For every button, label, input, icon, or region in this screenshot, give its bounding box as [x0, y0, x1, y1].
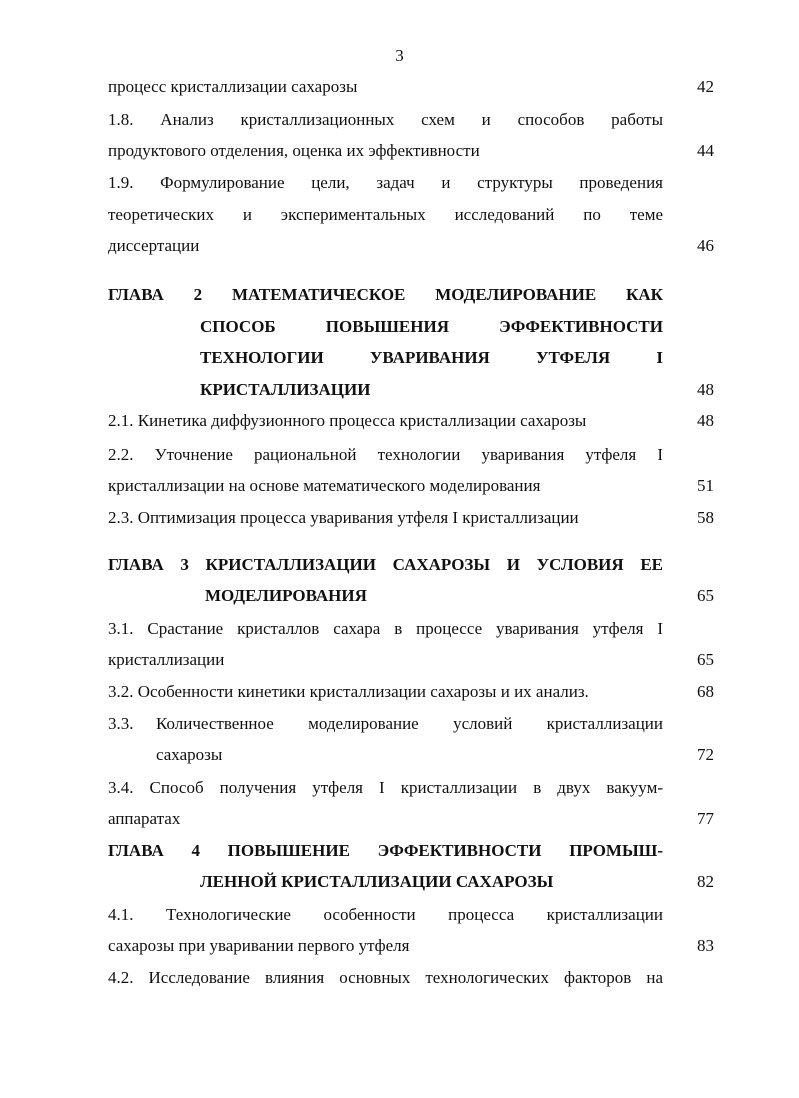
toc-entry-text: аппаратах — [108, 809, 181, 828]
toc-page-number: 51 — [697, 476, 714, 495]
chapter-2-heading: СПОСОБ ПОВЫШЕНИЯ ЭФФЕКТИВНОСТИ — [200, 317, 663, 336]
toc-entry-text: теоретических и экспериментальных исследований по теме — [108, 205, 663, 224]
toc-entry-text: кристаллизации — [108, 650, 225, 669]
chapter-2-heading: ГЛАВА 2 МАТЕМАТИЧЕСКОЕ МОДЕЛИРОВАНИЕ КАК — [108, 285, 663, 304]
toc-page-number: 83 — [697, 936, 714, 955]
toc-entry-1-9: 1.9. Формулирование цели, задач и структуры проведения — [108, 173, 663, 192]
chapter-2-heading: КРИСТАЛЛИЗАЦИИ — [200, 380, 371, 399]
toc-page-number: 42 — [697, 77, 714, 96]
toc-page-number: 65 — [697, 586, 714, 605]
toc-page-number: 58 — [697, 508, 714, 527]
toc-page-number: 44 — [697, 141, 714, 160]
toc-entry-1-8: 1.8. Анализ кристаллизационных схем и способов работы — [108, 110, 663, 129]
toc-entry-text: кристаллизации на основе математического моделирования — [108, 476, 541, 495]
toc-entry-2-2: 2.2. Уточнение рациональной технологии уваривания утфеля I — [108, 445, 663, 464]
toc-page-number: 48 — [697, 411, 714, 430]
page-number: 3 — [395, 46, 404, 65]
toc-entry-text: сахарозы — [156, 745, 223, 764]
toc-page-number: 48 — [697, 380, 714, 399]
toc-page-number: 68 — [697, 682, 714, 701]
toc-entry-3-3-number: 3.3. — [108, 714, 134, 733]
chapter-2-heading: ТЕХНОЛОГИИ УВАРИВАНИЯ УТФЕЛЯ I — [200, 348, 663, 367]
toc-page-number: 82 — [697, 872, 714, 891]
chapter-4-heading: ЛЕННОЙ КРИСТАЛЛИЗАЦИИ САХАРОЗЫ — [200, 872, 554, 891]
toc-entry-text: процесс кристаллизации сахарозы — [108, 77, 358, 96]
toc-entry-3-2: 3.2. Особенности кинетики кристаллизации сахарозы и их анализ. — [108, 682, 589, 701]
chapter-3-heading: МОДЕЛИРОВАНИЯ — [205, 586, 367, 605]
toc-entry-text: сахарозы при уваривании первого утфеля — [108, 936, 410, 955]
toc-entry-text: диссертации — [108, 236, 200, 255]
toc-page-number: 77 — [697, 809, 714, 828]
toc-entry-3-4: 3.4. Способ получения утфеля I кристаллизации в двух вакуум- — [108, 778, 663, 797]
chapter-4-heading: ГЛАВА 4 ПОВЫШЕНИЕ ЭФФЕКТИВНОСТИ ПРОМЫШ- — [108, 841, 663, 860]
toc-page-number: 65 — [697, 650, 714, 669]
toc-entry-4-2: 4.2. Исследование влияния основных технологических факторов на — [108, 968, 663, 987]
toc-entry-4-1: 4.1. Технологические особенности процесса кристаллизации — [108, 905, 663, 924]
chapter-3-heading: ГЛАВА 3 КРИСТАЛЛИЗАЦИИ САХАРОЗЫ И УСЛОВИЯ ЕЕ — [108, 555, 663, 574]
toc-page-number: 72 — [697, 745, 714, 764]
toc-entry-3-3: Количественное моделирование условий кристаллизации — [156, 714, 663, 733]
toc-entry-2-3: 2.3. Оптимизация процесса уваривания утфеля I кристаллизации — [108, 508, 579, 527]
toc-entry-text: продуктового отделения, оценка их эффективности — [108, 141, 480, 160]
toc-page-number: 46 — [697, 236, 714, 255]
toc-entry-2-1: 2.1. Кинетика диффузионного процесса кристаллизации сахарозы — [108, 411, 587, 430]
toc-entry-3-1: 3.1. Срастание кристаллов сахара в процессе уваривания утфеля I — [108, 619, 663, 638]
